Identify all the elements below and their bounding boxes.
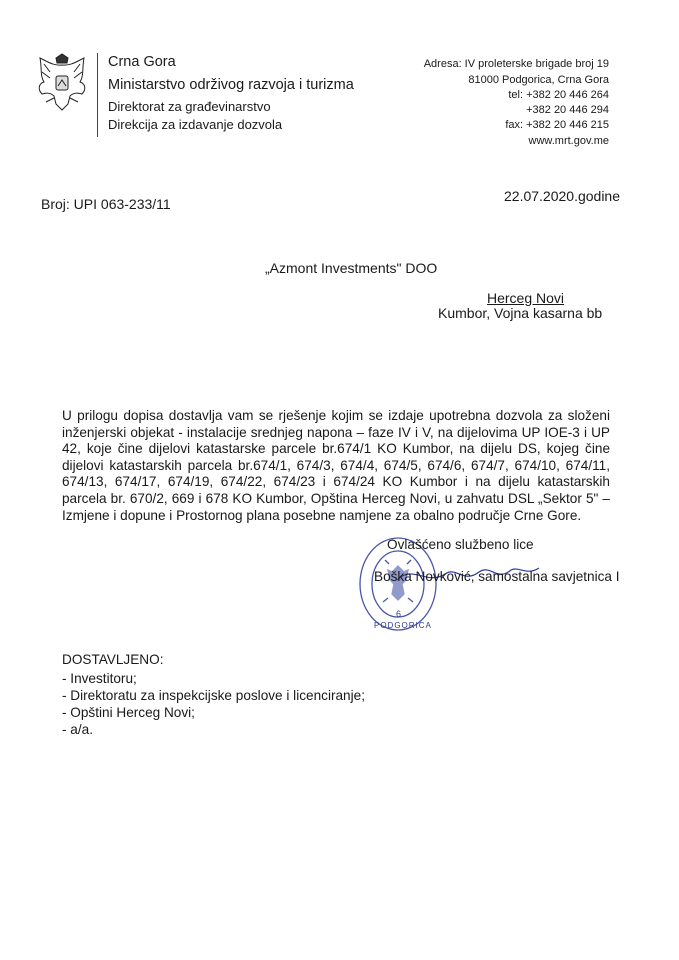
recipient-city: Herceg Novi [487,290,565,306]
header-country: Crna Gora [108,54,176,70]
signatory-name: Boška Novković, samostalna savjetnica I [374,569,620,584]
document-date: 22.07.2020.godine [504,188,620,204]
list-item: - Direktoratu za inspekcijske poslove i licenciranje; [62,688,365,703]
stamp-number: 6 [396,609,402,619]
delivered-title: DOSTAVLJENO: [62,652,164,667]
delivered-list [62,670,365,738]
header-tel2: +382 20 446 294 [526,104,609,116]
coat-of-arms-icon [34,52,90,114]
list-item: - Opštini Herceg Novi; [62,705,195,720]
stamp-city: PODGORICA [374,621,432,630]
recipient-address: Kumbor, Vojna kasarna bb [438,305,603,321]
header-ministry: Ministarstvo održivog razvoja i turizma [108,77,354,93]
document-number: Broj: UPI 063-233/11 [41,196,171,212]
header-address-line1: Adresa: IV proleterske brigade broj 19 [423,58,609,70]
delivered-section [62,651,365,738]
header-department: Direkcija za izdavanje dozvola [108,117,283,132]
header-directorate: Direktorat za građevinarstvo [108,99,271,114]
header-web: www.mrt.gov.me [528,135,609,147]
recipient-name: „Azmont Investments" DOO [265,260,438,276]
header-divider [97,53,98,137]
header-tel1: tel: +382 20 446 264 [508,89,609,101]
list-item: - a/a. [62,722,93,737]
signatory-role: Ovlašćeno službeno lice [387,537,534,552]
body-paragraph: U prilogu dopisa dostavlja vam se rješenje kojim se izdaje upotrebna dozvola za složeni inženjerski objekat - instalacije srednjeg napona – faze IV i V, na dijelovima UP IOE-3 i UP 42, koje čine dijelovi katastarske parcele br.674/1 KO Kumbor, na dijelu DS, kojeg čine dijelovi katastarskih parcela br.674/1, 674/3, 674/4, 674/5, 674/6, 674/7, 674/10, 674/11, 674/13, 674/17, 674/19, 674/22, 674/23 i 674/24 KO Kumbor i na dijelu katastarskih parcela br. 670/2, 669 i 678 KO Kumbor, Opština Herceg Novi, u zahvatu DSL „Sektor 5" – Izmjene i dopune i Prostornog plana posebne namjene za obalno područje Crne Gore. [62,408,610,523]
header-fax: fax: +382 20 446 215 [505,119,609,131]
list-item: - Investitoru; [62,671,137,686]
header-address-line2: 81000 Podgorica, Crna Gora [468,74,609,86]
